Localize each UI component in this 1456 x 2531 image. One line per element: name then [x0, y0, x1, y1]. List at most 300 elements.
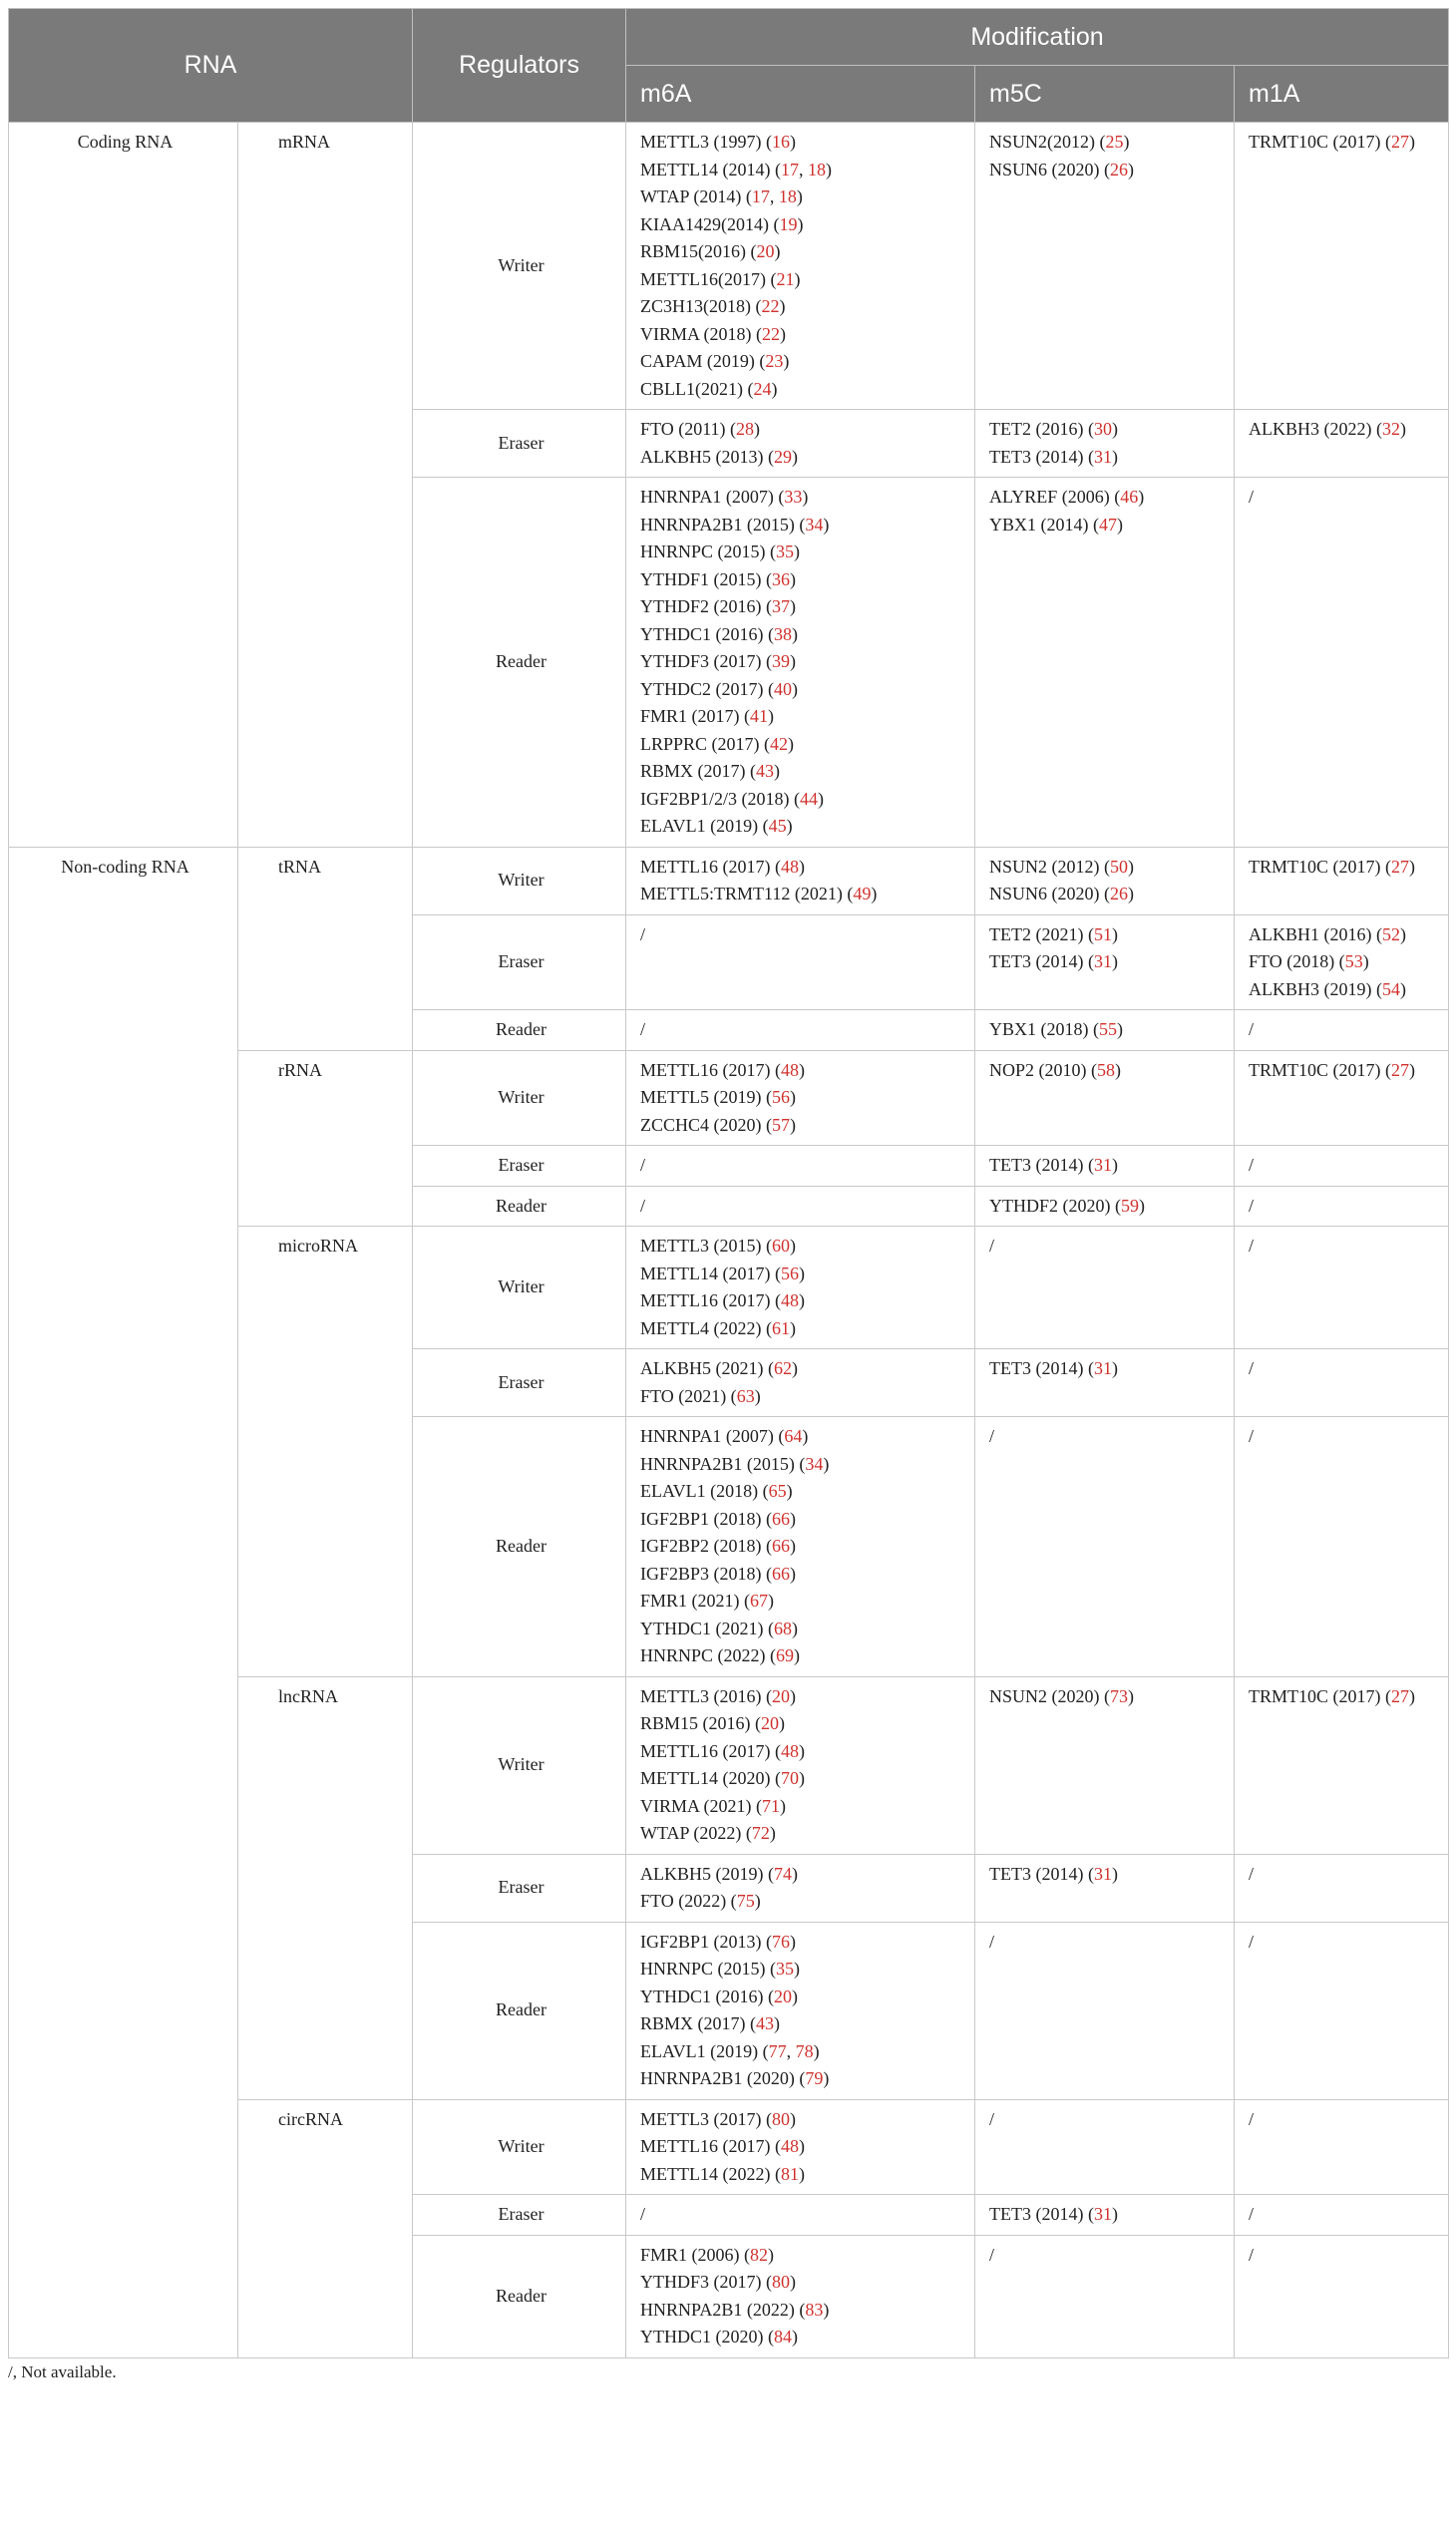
reference-link[interactable]: 29 [774, 446, 792, 467]
regulator-entry: METTL16 (2017) (48) [640, 1740, 805, 1761]
reference-link[interactable]: 31 [1093, 1863, 1112, 1884]
regulator-name: NSUN6 (2020) ( [989, 884, 1111, 904]
rna-type-cell: tRNA [238, 847, 413, 1050]
regulator-entry: NSUN6 (2020) (26) [989, 884, 1135, 904]
regulator-name: ALKBH5 (2021) ( [640, 1358, 774, 1378]
regulator-entry [989, 2106, 1224, 2134]
reference-link[interactable]: 52 [1382, 923, 1400, 944]
reference-link[interactable]: 24 [753, 378, 772, 399]
reference-link[interactable]: 69 [776, 1645, 795, 1665]
regulator-entry [1249, 1016, 1438, 1044]
regulator-type-cell: Eraser [413, 1146, 626, 1187]
regulator-name: RBM15(2016) ( [640, 241, 757, 261]
regulator-entry: FTO (2018) (53) [1249, 951, 1369, 971]
regulator-entry: ALKBH5 (2013) (29) [640, 446, 798, 467]
reference-link[interactable]: 20 [771, 1685, 790, 1706]
regulator-entry: HNRNPC (2015) (35) [640, 542, 801, 561]
reference-link[interactable]: 83 [805, 2299, 824, 2320]
regulator-name: FTO (2022) ( [640, 1891, 737, 1911]
reference-link[interactable]: 27 [1391, 1685, 1410, 1706]
regulator-type-cell: Writer [413, 2099, 626, 2195]
regulator-entry: HNRNPA2B1 (2015) (34) [640, 514, 830, 535]
regulator-entry: HNRNPA2B1 (2015) (34) [640, 1453, 830, 1474]
m5c-cell [975, 1227, 1235, 1349]
reference-link[interactable]: 25 [1105, 132, 1124, 152]
m6a-cell [626, 1417, 975, 1677]
regulator-entry: NSUN2 (2020) (73) [989, 1685, 1135, 1706]
m6a-cell [626, 2235, 975, 2357]
reference-link[interactable]: 38 [774, 623, 792, 644]
regulator-name: HNRNPA1 (2007) ( [640, 487, 785, 507]
regulator-entry: IGF2BP1 (2018) (66) [640, 1508, 797, 1529]
regulator-name: WTAP (2022) ( [640, 1823, 752, 1843]
reference-link[interactable]: 22 [762, 323, 781, 344]
header-m6a: m6A [626, 66, 975, 123]
m1a-cell [1235, 1186, 1449, 1227]
regulator-entry [640, 2201, 964, 2229]
rna-category-cell: Non-coding RNA [9, 847, 238, 2357]
regulator-type-cell: Reader [413, 1010, 626, 1051]
regulator-entry: TRMT10C (2017) (27) [1249, 1685, 1416, 1706]
regulator-name: YTHDF3 (2017) ( [640, 651, 773, 671]
header-regulators: Regulators [413, 9, 626, 123]
regulator-name: / [1249, 2204, 1255, 2224]
regulator-entry: IGF2BP3 (2018) (66) [640, 1563, 797, 1584]
regulator-entry: YTHDC2 (2017) (40) [640, 678, 798, 699]
reference-link[interactable]: 16 [771, 132, 790, 152]
regulator-type-cell: Reader [413, 478, 626, 848]
regulator-name: METTL14 (2022) ( [640, 2163, 781, 2184]
m1a-cell [1235, 1227, 1449, 1349]
reference-link[interactable]: 47 [1099, 514, 1118, 535]
reference-link[interactable]: 31 [1093, 951, 1112, 971]
regulator-entry: TET3 (2014) (31) [989, 2204, 1118, 2224]
regulator-entry: VIRMA (2018) (22) [640, 323, 787, 344]
m1a-cell [1235, 2235, 1449, 2357]
regulator-entry: YTHDC1 (2016) (20) [640, 1986, 798, 2006]
regulator-name: YTHDC1 (2020) ( [640, 2327, 774, 2347]
m1a-cell [1235, 1349, 1449, 1417]
regulator-entry: TET3 (2014) (31) [989, 1358, 1118, 1378]
reference-link[interactable]: 34 [805, 1453, 824, 1474]
m6a-cell [626, 1146, 975, 1187]
reference-link[interactable]: 55 [1099, 1019, 1118, 1039]
regulator-entry [640, 1152, 964, 1180]
regulator-type-cell: Reader [413, 1922, 626, 2099]
reference-link[interactable]: 18 [807, 159, 826, 180]
regulator-name: METTL3 (1997) ( [640, 132, 772, 152]
regulator-name: FTO (2021) ( [640, 1385, 737, 1406]
m5c-cell [975, 478, 1235, 848]
reference-link[interactable]: 56 [780, 1263, 799, 1283]
regulator-name: RBM15 (2016) ( [640, 1713, 762, 1733]
regulator-entry: HNRNPC (2015) (35) [640, 1959, 801, 1979]
regulator-type-cell: Eraser [413, 410, 626, 478]
reference-link[interactable]: 53 [1344, 951, 1363, 971]
regulator-name: / [1249, 1358, 1255, 1378]
reference-link[interactable]: 31 [1093, 1155, 1112, 1175]
regulator-name: METTL5:TRMT112 (2021) ( [640, 884, 854, 904]
reference-link[interactable]: 63 [736, 1385, 755, 1406]
regulator-entry: METTL16 (2017) (48) [640, 1059, 805, 1080]
m6a-cell [626, 1050, 975, 1146]
regulator-name: TRMT10C (2017) ( [1249, 856, 1392, 877]
reference-link[interactable]: 71 [762, 1795, 781, 1816]
reference-link[interactable]: 58 [1097, 1059, 1116, 1080]
m1a-cell [1235, 1050, 1449, 1146]
m5c-cell [975, 914, 1235, 1010]
regulator-entry [1249, 1193, 1438, 1221]
regulator-entry [1249, 2106, 1438, 2134]
regulator-name: / [640, 2204, 646, 2224]
reference-link[interactable]: 60 [771, 1236, 790, 1256]
regulator-name: TET3 (2014) ( [989, 951, 1094, 971]
reference-link[interactable]: 75 [736, 1891, 755, 1911]
reference-link[interactable]: 22 [761, 296, 780, 316]
header-rna: RNA [9, 9, 413, 123]
reference-link[interactable]: 57 [772, 1114, 791, 1135]
regulator-entry [640, 1016, 964, 1044]
regulator-name: METTL16 (2017) ( [640, 1740, 781, 1761]
regulator-entry [1249, 1861, 1438, 1889]
reference-link[interactable]: 48 [780, 1059, 799, 1080]
reference-link[interactable]: 51 [1093, 923, 1112, 944]
m5c-cell [975, 1010, 1235, 1051]
regulator-entry [640, 1193, 964, 1221]
reference-link[interactable]: 68 [774, 1618, 792, 1638]
reference-link[interactable]: 45 [768, 816, 787, 836]
regulator-name: / [1249, 2108, 1255, 2129]
reference-link[interactable]: 31 [1093, 1358, 1112, 1378]
reference-link[interactable]: 74 [774, 1863, 792, 1884]
rna-type-cell: lncRNA [238, 1676, 413, 2099]
regulator-entry: YTHDC1 (2021) (68) [640, 1618, 798, 1638]
regulator-name: YTHDF2 (2016) ( [640, 596, 773, 616]
regulator-name: / [640, 1019, 646, 1039]
table-row [9, 123, 1449, 410]
reference-link[interactable]: 23 [765, 351, 784, 371]
regulator-entry: FMR1 (2017) (41) [640, 706, 775, 726]
reference-link[interactable]: 20 [756, 241, 775, 261]
regulator-name: / [1249, 1236, 1255, 1256]
regulator-name: / [1249, 1155, 1255, 1175]
regulator-name: NOP2 (2010) ( [989, 1059, 1098, 1080]
regulator-type-cell: Writer [413, 1676, 626, 1854]
reference-link[interactable]: 26 [1110, 884, 1129, 904]
regulator-name: / [989, 1931, 995, 1952]
regulator-entry: RBMX (2017) (43) [640, 2013, 781, 2033]
regulator-name: TET3 (2014) ( [989, 1863, 1094, 1884]
reference-link[interactable]: 66 [772, 1508, 791, 1529]
reference-link[interactable]: 27 [1391, 1059, 1410, 1080]
reference-link[interactable]: 26 [1110, 159, 1129, 180]
regulator-entry: METTL3 (2016) (20) [640, 1685, 796, 1706]
regulator-entry: METTL16(2017) (21) [640, 268, 801, 289]
regulator-name: / [1249, 1195, 1255, 1216]
regulator-name: YTHDF3 (2017) ( [640, 2272, 773, 2292]
m6a-cell [626, 478, 975, 848]
regulator-type-cell: Writer [413, 123, 626, 410]
table-row [9, 847, 1449, 914]
regulator-entry: LRPPRC (2017) (42) [640, 733, 795, 754]
reference-link[interactable]: 21 [776, 268, 795, 289]
regulator-entry: VIRMA (2021) (71) [640, 1795, 787, 1816]
regulator-entry: ZC3H13(2018) (22) [640, 296, 786, 316]
m1a-cell [1235, 1922, 1449, 2099]
regulator-name: HNRNPA2B1 (2015) ( [640, 1453, 806, 1474]
regulator-name: HNRNPA2B1 (2022) ( [640, 2299, 806, 2320]
regulator-name: IGF2BP2 (2018) ( [640, 1536, 773, 1556]
regulator-entry: KIAA1429(2014) (19) [640, 213, 804, 234]
regulator-entry: ALKBH5 (2019) (74) [640, 1863, 798, 1884]
regulator-name: YTHDF2 (2020) ( [989, 1195, 1122, 1216]
regulator-name: METTL14 (2014) ( [640, 159, 781, 180]
regulator-name: YTHDF1 (2015) ( [640, 568, 773, 589]
regulator-name: ALYREF (2006) ( [989, 487, 1121, 507]
regulator-entry: HNRNPC (2022) (69) [640, 1645, 801, 1665]
regulator-name: HNRNPA2B1 (2015) ( [640, 514, 806, 535]
reference-link[interactable]: 42 [770, 733, 789, 754]
regulator-entry: TRMT10C (2017) (27) [1249, 132, 1416, 152]
reference-link[interactable]: 82 [750, 2244, 769, 2265]
regulator-type-cell: Reader [413, 2235, 626, 2357]
regulator-name: / [1249, 1019, 1255, 1039]
regulator-name: ELAVL1 (2018) ( [640, 1481, 769, 1501]
regulator-entry: YTHDF3 (2017) (80) [640, 2272, 797, 2292]
reference-link[interactable]: 43 [756, 2013, 775, 2033]
table-container [8, 8, 1448, 2388]
regulator-type-cell: Writer [413, 847, 626, 914]
reference-link[interactable]: 66 [772, 1563, 791, 1584]
m6a-cell [626, 914, 975, 1010]
regulator-name: NSUN6 (2020) ( [989, 159, 1111, 180]
regulator-name: YTHDC1 (2016) ( [640, 1986, 774, 2006]
regulator-name: HNRNPC (2015) ( [640, 1959, 777, 1979]
reference-link[interactable]: 49 [853, 884, 872, 904]
reference-link[interactable]: 79 [805, 2068, 824, 2088]
rna-type-cell: microRNA [238, 1227, 413, 1677]
regulator-name: IGF2BP1 (2013) ( [640, 1931, 773, 1952]
reference-link[interactable]: 64 [784, 1426, 803, 1446]
m6a-cell [626, 1227, 975, 1349]
regulator-entry: METTL4 (2022) (61) [640, 1317, 796, 1338]
regulator-name: NSUN2 (2020) ( [989, 1685, 1111, 1706]
reference-link[interactable]: 48 [780, 1290, 799, 1310]
regulator-name: ELAVL1 (2019) ( [640, 2040, 769, 2061]
regulator-entry: ALKBH3 (2022) (32) [1249, 419, 1406, 439]
reference-link[interactable]: 31 [1093, 446, 1112, 467]
regulator-name: VIRMA (2021) ( [640, 1795, 763, 1816]
regulator-entry: YBX1 (2014) (47) [989, 514, 1124, 535]
reference-link[interactable]: 17 [751, 186, 770, 206]
regulator-entry: NSUN2 (2012) (50) [989, 856, 1135, 877]
reference-link[interactable]: 62 [774, 1358, 792, 1378]
m6a-cell [626, 1186, 975, 1227]
regulator-entry [1249, 1423, 1438, 1451]
regulator-name: / [989, 2108, 995, 2129]
regulator-name: ZC3H13(2018) ( [640, 296, 762, 316]
m1a-cell [1235, 2099, 1449, 2195]
reference-link[interactable]: 73 [1110, 1685, 1129, 1706]
rna-type-cell: rRNA [238, 1050, 413, 1227]
reference-link[interactable]: 80 [771, 2108, 790, 2129]
regulator-entry: YBX1 (2018) (55) [989, 1019, 1124, 1039]
regulator-name: TRMT10C (2017) ( [1249, 1059, 1392, 1080]
reference-link[interactable]: 48 [780, 1740, 799, 1761]
reference-link[interactable]: 41 [750, 706, 769, 726]
regulator-name: FMR1 (2006) ( [640, 2244, 751, 2265]
regulator-type-cell: Eraser [413, 1349, 626, 1417]
m1a-cell [1235, 1146, 1449, 1187]
table-footnote: /, Not available. [8, 2361, 117, 2381]
reference-link[interactable]: 43 [756, 761, 775, 781]
regulator-name: / [1249, 2244, 1255, 2265]
reference-link[interactable]: 77 [768, 2040, 787, 2061]
regulator-name: ALKBH3 (2022) ( [1249, 419, 1382, 439]
regulator-entry [1249, 2201, 1438, 2229]
regulator-name: VIRMA (2018) ( [640, 323, 763, 344]
reference-link[interactable]: 65 [768, 1481, 787, 1501]
reference-link[interactable]: 20 [761, 1713, 780, 1733]
regulator-entry: METTL3 (1997) (16) [640, 132, 796, 152]
regulator-type-cell: Eraser [413, 1854, 626, 1922]
reference-link[interactable]: 35 [776, 1959, 795, 1979]
reference-link[interactable]: 35 [776, 542, 795, 561]
rna-category-cell: Coding RNA [9, 123, 238, 848]
regulator-entry: TET2 (2016) (30) [989, 419, 1118, 439]
m6a-cell [626, 847, 975, 914]
reference-link[interactable]: 72 [751, 1823, 770, 1843]
reference-link[interactable]: 17 [780, 159, 799, 180]
regulator-name: TET3 (2014) ( [989, 1358, 1094, 1378]
regulator-type-cell: Eraser [413, 914, 626, 1010]
regulator-entry: ALYREF (2006) (46) [989, 487, 1145, 507]
regulator-entry: METTL5:TRMT112 (2021) (49) [640, 884, 878, 904]
reference-link[interactable]: 33 [784, 487, 803, 507]
reference-link[interactable]: 84 [774, 2327, 792, 2347]
regulator-entry: TET3 (2014) (31) [989, 951, 1118, 971]
rna-modification-table [8, 8, 1449, 2358]
reference-link[interactable]: 66 [772, 1536, 791, 1556]
reference-link[interactable]: 40 [774, 678, 792, 699]
regulator-name: RBMX (2017) ( [640, 761, 757, 781]
regulator-entry [1249, 484, 1438, 512]
reference-link[interactable]: 48 [780, 856, 799, 877]
reference-link[interactable]: 18 [778, 186, 797, 206]
regulator-entry: TRMT10C (2017) (27) [1249, 1059, 1416, 1080]
reference-link[interactable]: 19 [779, 213, 798, 234]
regulator-name: IGF2BP3 (2018) ( [640, 1563, 773, 1584]
reference-link[interactable]: 78 [795, 2040, 814, 2061]
reference-link[interactable]: 54 [1382, 978, 1400, 999]
reference-link[interactable]: 56 [771, 1087, 790, 1107]
regulator-name: YTHDC2 (2017) ( [640, 678, 774, 699]
reference-link[interactable]: 34 [805, 514, 824, 535]
reference-link[interactable]: 50 [1110, 856, 1129, 877]
regulator-name: ALKBH5 (2019) ( [640, 1863, 774, 1884]
reference-link[interactable]: 80 [772, 2272, 791, 2292]
regulator-entry [989, 1929, 1224, 1957]
regulator-name: FMR1 (2021) ( [640, 1591, 751, 1611]
reference-link[interactable]: 31 [1093, 2204, 1112, 2224]
regulator-entry: FTO (2022) (75) [640, 1891, 761, 1911]
regulator-name: HNRNPC (2022) ( [640, 1645, 777, 1665]
m5c-cell [975, 1922, 1235, 2099]
m1a-cell [1235, 1676, 1449, 1854]
regulator-name: METTL3 (2017) ( [640, 2108, 772, 2129]
regulator-name: METTL4 (2022) ( [640, 1317, 772, 1338]
reference-link[interactable]: 76 [772, 1931, 791, 1952]
m5c-cell [975, 1854, 1235, 1922]
regulator-entry [989, 1423, 1224, 1451]
m5c-cell [975, 123, 1235, 410]
reference-link[interactable]: 27 [1391, 856, 1410, 877]
m5c-cell [975, 1186, 1235, 1227]
reference-link[interactable]: 37 [772, 596, 791, 616]
m6a-cell [626, 1854, 975, 1922]
regulator-name: TET2 (2016) ( [989, 419, 1094, 439]
regulator-entry: METTL14 (2017) (56) [640, 1263, 805, 1283]
m1a-cell [1235, 847, 1449, 914]
regulator-entry: IGF2BP2 (2018) (66) [640, 1536, 797, 1556]
regulator-entry: IGF2BP1/2/3 (2018) (44) [640, 788, 825, 809]
regulator-type-cell: Reader [413, 1186, 626, 1227]
regulator-entry: TET3 (2014) (31) [989, 1155, 1118, 1175]
reference-link[interactable]: 67 [750, 1591, 769, 1611]
m1a-cell [1235, 914, 1449, 1010]
regulator-name: LRPPRC (2017) ( [640, 733, 771, 754]
regulator-entry: IGF2BP1 (2013) (76) [640, 1931, 797, 1952]
reference-link[interactable]: 46 [1120, 487, 1139, 507]
regulator-name: TET3 (2014) ( [989, 446, 1094, 467]
reference-link[interactable]: 48 [780, 2136, 799, 2156]
regulator-entry [1249, 1929, 1438, 1957]
reference-link[interactable]: 27 [1391, 132, 1410, 152]
reference-link[interactable]: 39 [772, 651, 791, 671]
regulator-name: IGF2BP1 (2018) ( [640, 1508, 773, 1529]
regulator-entry: METTL3 (2017) (80) [640, 2108, 796, 2129]
regulator-name: METTL14 (2020) ( [640, 1768, 781, 1788]
reference-link[interactable]: 30 [1093, 419, 1112, 439]
regulator-entry [1249, 1233, 1438, 1261]
m5c-cell [975, 2099, 1235, 2195]
m5c-cell [975, 1050, 1235, 1146]
reference-link[interactable]: 32 [1382, 419, 1400, 439]
regulator-name: METTL3 (2016) ( [640, 1685, 772, 1706]
regulator-name: KIAA1429(2014) ( [640, 213, 780, 234]
reference-link[interactable]: 44 [800, 788, 819, 809]
regulator-entry: ELAVL1 (2018) (65) [640, 1481, 793, 1501]
m1a-cell [1235, 1854, 1449, 1922]
m6a-cell [626, 410, 975, 478]
regulator-name: IGF2BP1/2/3 (2018) ( [640, 788, 801, 809]
regulator-name: NSUN2(2012) ( [989, 132, 1106, 152]
reference-link[interactable]: 70 [780, 1768, 799, 1788]
reference-link[interactable]: 81 [780, 2163, 799, 2184]
m6a-cell [626, 1010, 975, 1051]
reference-link[interactable]: 36 [772, 568, 791, 589]
reference-link[interactable]: 59 [1121, 1195, 1140, 1216]
regulator-entry: HNRNPA1 (2007) (64) [640, 1426, 809, 1446]
reference-link[interactable]: 61 [771, 1317, 790, 1338]
reference-link[interactable]: 20 [774, 1986, 792, 2006]
reference-link[interactable]: 28 [736, 419, 755, 439]
table-body [9, 123, 1449, 2358]
regulator-entry: CBLL1(2021) (24) [640, 378, 778, 399]
regulator-name: METTL3 (2015) ( [640, 1236, 772, 1256]
regulator-name: ALKBH5 (2013) ( [640, 446, 774, 467]
regulator-name: / [1249, 1863, 1255, 1884]
